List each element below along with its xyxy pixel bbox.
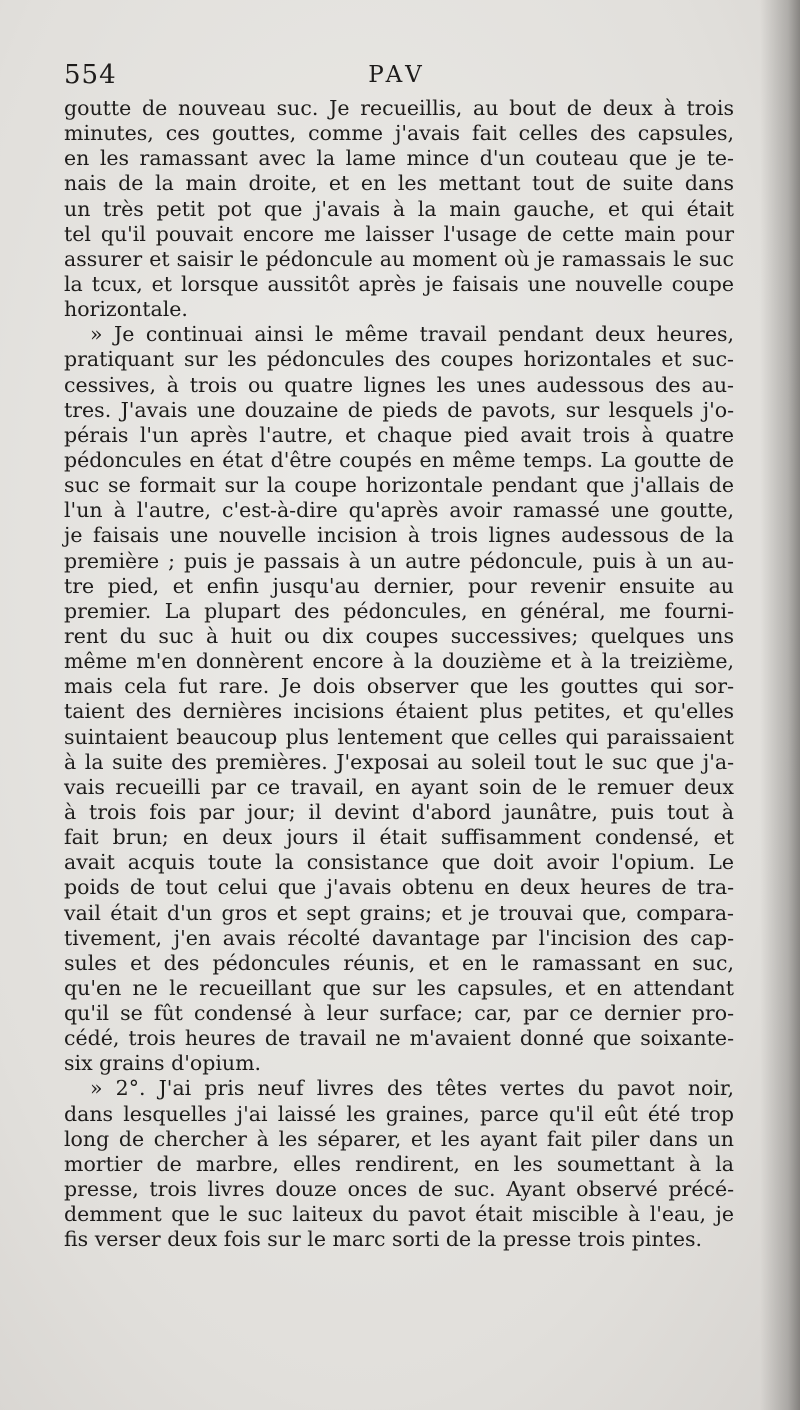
text-line: goutte de nouveau suc. Je recueillis, au bout de deux à trois [64, 96, 734, 120]
text-line: taient des dernières incisions étaient plus petites, et qu'elles [64, 699, 734, 724]
text-line: demment que le suc laiteux du pavot était miscible à l'eau, je [64, 1202, 734, 1227]
text-line: je faisais une nouvelle incision à trois lignes audessous de la [64, 523, 734, 548]
body-text [64, 96, 734, 1252]
text-line: six grains d'opium. [64, 1051, 262, 1076]
text-line: à la suite des premières. J'exposai au soleil tout le suc que j'a- [64, 749, 734, 774]
text-line: poids de tout celui que j'avais obtenu en deux heures de tra- [64, 875, 734, 900]
text-line: presse, trois livres douze onces de suc. Ayant observé précé- [64, 1177, 734, 1202]
text-line: premier. La plupart des pédoncules, en général, me fourni- [64, 598, 734, 623]
text-line: cédé, trois heures de travail ne m'avaient donné que soixante- [64, 1026, 734, 1051]
text-line: suc se formait sur la coupe horizontale pendant que j'allais de [64, 473, 734, 498]
text-line: long de chercher à les séparer, et les ayant fait piler dans un [64, 1126, 734, 1151]
text-line: cessives, à trois ou quatre lignes les unes audessous des au- [64, 372, 734, 397]
page-number: 554 [64, 60, 117, 90]
text-line: suintaient beaucoup plus lentement que celles qui paraissaient [64, 724, 734, 749]
text-line: fis verser deux fois sur le marc sorti de la presse trois pintes. [64, 1227, 702, 1252]
text-line: » Je continuai ainsi le même travail pendant deux heures, [90, 322, 734, 347]
text-line: qu'il se fût condensé à leur surface; car, par ce dernier pro- [64, 1001, 734, 1026]
text-line: horizontale. [64, 297, 188, 322]
text-line: fait brun; en deux jours il était suffisamment condensé, et [64, 825, 734, 850]
text-line: pérais l'un après l'autre, et chaque pied avait trois à quatre [64, 422, 734, 447]
text-line: minutes, ces gouttes, comme j'avais fait celles des capsules, [64, 121, 734, 146]
text-line: vais recueilli par ce travail, en ayant soin de le remuer deux [64, 774, 734, 799]
text-line: tres. J'avais une douzaine de pieds de pavots, sur lesquels j'o- [64, 397, 734, 422]
text-line: tivement, j'en avais récolté davantage par l'incision des cap- [64, 925, 734, 950]
text-line: tel qu'il pouvait encore me laisser l'usage de cette main pour [64, 221, 734, 246]
page-header [64, 58, 730, 92]
text-line: qu'en ne le recueillant que sur les capsules, et en attendant [64, 975, 734, 1000]
text-line: pratiquant sur les pédoncules des coupes horizontales et suc- [64, 347, 734, 372]
text-line: avait acquis toute la consistance que doit avoir l'opium. Le [64, 850, 734, 875]
text-line: sules et des pédoncules réunis, et en le ramassant en suc, [64, 950, 734, 975]
page-spine-shadow [760, 0, 800, 1410]
text-line: pédoncules en état d'être coupés en même temps. La goutte de [64, 447, 734, 472]
text-line: tre pied, et enfin jusqu'au dernier, pour revenir ensuite au [64, 573, 734, 598]
text-line: mortier de marbre, elles rendirent, en les soumettant à la [64, 1151, 734, 1176]
text-line: dans lesquelles j'ai laissé les graines, parce qu'il eût été trop [64, 1101, 734, 1126]
text-line: » 2°. J'ai pris neuf livres des têtes vertes du pavot noir, [90, 1076, 734, 1101]
text-line: vail était d'un gros et sept grains; et je trouvai que, compara- [64, 900, 734, 925]
paragraph [64, 96, 734, 322]
text-line: même m'en donnèrent encore à la douzième et à la treizième, [64, 649, 734, 674]
text-line: à trois fois par jour; il devint d'abord jaunâtre, puis tout à [64, 799, 734, 824]
text-line: première ; puis je passais à un autre pédoncule, puis à un au- [64, 548, 734, 573]
paragraph [64, 1076, 734, 1252]
text-line: la tcux, et lorsque aussitôt après je faisais une nouvelle coupe [64, 271, 734, 296]
text-line: mais cela fut rare. Je dois observer que les gouttes qui sor- [64, 674, 734, 699]
running-head: PAV [368, 62, 426, 88]
text-line: rent du suc à huit ou dix coupes successives; quelques uns [64, 623, 734, 648]
text-line: nais de la main droite, et en les mettant tout de suite dans [64, 171, 734, 196]
text-line: en les ramassant avec la lame mince d'un couteau que je te- [64, 146, 734, 171]
text-line: un très petit pot que j'avais à la main gauche, et qui était [64, 196, 734, 221]
paragraph [64, 322, 734, 1076]
text-line: assurer et saisir le pédoncule au moment où je ramassais le suc [64, 246, 734, 271]
text-line: l'un à l'autre, c'est-à-dire qu'après avoir ramassé une goutte, [64, 498, 734, 523]
